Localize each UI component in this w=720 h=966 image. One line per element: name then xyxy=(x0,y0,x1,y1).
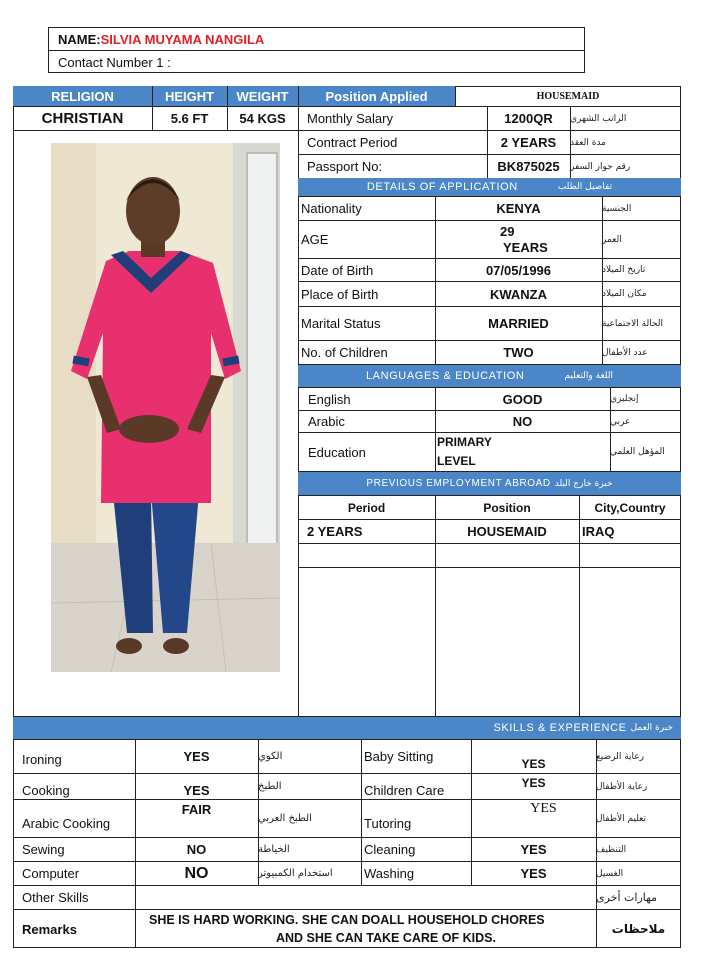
contact-field xyxy=(58,51,171,73)
other-skills-label: Other Skills xyxy=(22,890,89,905)
skills-row-1-left-value: YES xyxy=(183,783,210,798)
employment-header-position: Position xyxy=(483,500,531,515)
skills-section-arabic: خبرة العمل xyxy=(630,723,673,733)
details-row-4-label: Marital Status xyxy=(301,316,381,331)
skills-row-3-left-arabic: الخياطة xyxy=(258,844,290,855)
skills-row-2-right-value: YES xyxy=(530,801,557,816)
applicant-photo xyxy=(51,143,280,672)
details-row-3-value: KWANZA xyxy=(489,286,548,302)
languages-row-1-arabic: عربي xyxy=(610,416,631,427)
languages-row-0-value: GOOD xyxy=(502,391,543,407)
terms-row-0-value: 1200QR xyxy=(504,111,553,126)
languages-section-arabic: اللغة والتعليم xyxy=(564,371,614,381)
education-line-1: PRIMARY xyxy=(437,435,492,449)
weight-header: WEIGHT xyxy=(227,86,298,106)
terms-row-1-value: 2 YEARS xyxy=(500,135,557,150)
terms-row-0-arabic: الراتب الشهري xyxy=(570,113,627,124)
skills-row-2-left-value: FAIR xyxy=(181,802,212,817)
photo-illustration xyxy=(51,143,280,672)
skills-row-1-left-label: Cooking xyxy=(22,783,70,798)
skills-row-1-right-value: YES xyxy=(521,776,546,790)
other-skills-value xyxy=(140,886,590,909)
skills-row-3-right-label: Cleaning xyxy=(364,842,416,857)
skills-row-0-left-arabic: الكوي xyxy=(258,751,283,762)
remarks-arabic: ملاحظات xyxy=(611,922,666,936)
weight-value: 54 KGS xyxy=(239,111,286,126)
languages-section-header xyxy=(298,365,681,387)
age-number: 29 xyxy=(500,223,515,239)
languages-row-1-label: Arabic xyxy=(308,414,345,429)
skills-row-4-left-arabic: استخدام الكمبيوتر xyxy=(258,868,333,879)
details-row-2-value: 07/05/1996 xyxy=(485,262,552,278)
employment-row-0-position: HOUSEMAID xyxy=(467,524,547,539)
skills-row-0-left-label: Ironing xyxy=(22,752,62,767)
contact-label: Contact Number 1 : xyxy=(58,54,171,70)
skills-row-4-left-value: NO xyxy=(184,864,209,882)
employment-section-header xyxy=(298,472,681,495)
details-row-5-arabic: عدد الأطفال xyxy=(602,347,648,358)
religion-value: CHRISTIAN xyxy=(41,110,124,127)
details-row-1-label: AGE xyxy=(301,232,329,247)
details-row-3-arabic: مكان الميلاد xyxy=(602,289,647,299)
languages-row-1-value: NO xyxy=(512,414,533,429)
employment-header-period: Period xyxy=(347,500,386,515)
languages-row-2-label: Education xyxy=(308,444,366,460)
languages-row-2-arabic: المؤهل العلمي xyxy=(610,447,665,457)
education-line-2: LEVEL xyxy=(437,454,476,468)
skills-row-3-right-value: YES xyxy=(520,842,547,857)
details-row-1-value xyxy=(500,221,600,258)
terms-row-2-value: BK875025 xyxy=(497,159,560,174)
languages-row-2-value xyxy=(437,433,607,471)
terms-row-1-arabic: مدة العقد xyxy=(570,137,606,148)
position-header: Position Applied xyxy=(298,86,455,106)
languages-row-0-arabic: إنجليزي xyxy=(610,394,639,404)
age-unit: YEARS xyxy=(503,239,548,255)
skills-row-0-right-value: YES xyxy=(521,757,546,771)
skills-row-3-left-label: Sewing xyxy=(22,842,65,857)
skills-row-4-right-arabic: الغسيل xyxy=(596,868,624,879)
details-row-0-value: KENYA xyxy=(496,201,541,216)
languages-row-0-label: English xyxy=(308,391,351,407)
terms-row-0-label: Monthly Salary xyxy=(307,111,393,126)
details-row-4-value: MARRIED xyxy=(488,316,549,331)
employment-row-0-period: 2 YEARS xyxy=(307,524,363,539)
details-row-0-arabic: الجنسية xyxy=(602,203,632,214)
skills-row-0-left-value: YES xyxy=(183,749,210,764)
skills-row-1-right-arabic: رعاية الأطفال xyxy=(596,781,648,792)
skills-row-4-left-label: Computer xyxy=(22,866,80,881)
remarks-line-2: AND SHE CAN TAKE CARE OF KIDS. xyxy=(276,931,496,945)
details-row-5-label: No. of Children xyxy=(301,345,388,360)
skills-row-2-right-arabic: تعليم الأطفال xyxy=(596,813,647,824)
details-section-title: DETAILS OF APPLICATION xyxy=(366,181,518,193)
skills-row-1-left-arabic: الطبخ xyxy=(258,781,282,792)
skills-section-header xyxy=(13,717,681,739)
skills-row-4-right-value: YES xyxy=(520,866,547,881)
languages-section-title: LANGUAGES & EDUCATION xyxy=(365,370,525,382)
details-section-header xyxy=(298,178,681,196)
details-row-5-value: TWO xyxy=(503,345,534,360)
position-value: HOUSEMAID xyxy=(536,90,600,102)
skills-row-1-right-label: Children Care xyxy=(364,783,445,798)
name-field xyxy=(58,28,264,50)
terms-row-2-label: Passport No: xyxy=(307,159,383,174)
remarks-text xyxy=(136,910,596,948)
details-row-3-label: Place of Birth xyxy=(301,286,379,302)
height-header: HEIGHT xyxy=(152,86,227,106)
skills-row-4-right-label: Washing xyxy=(364,866,415,881)
details-row-2-label: Date of Birth xyxy=(301,262,374,278)
height-value: 5.6 FT xyxy=(170,111,209,126)
details-row-0-label: Nationality xyxy=(301,201,362,216)
skills-row-3-right-arabic: التنظيف xyxy=(596,844,627,855)
details-row-2-arabic: تاريخ الميلاد xyxy=(602,265,646,275)
employment-section-arabic: خبرة خارج البلد xyxy=(554,478,613,489)
name-value: SILVIA MUYAMA NANGILA xyxy=(100,31,265,47)
skills-row-2-right-label: Tutoring xyxy=(364,816,412,831)
religion-header: RELIGION xyxy=(13,86,152,106)
skills-row-3-left-value: NO xyxy=(186,842,207,857)
employment-section-title: PREVIOUS EMPLOYMENT ABROAD xyxy=(366,478,551,489)
details-row-1-arabic: العمر xyxy=(602,234,622,245)
skills-row-0-right-arabic: رعاية الرضيع xyxy=(596,751,645,762)
terms-row-2-arabic: رقم جواز السفر xyxy=(570,161,631,172)
terms-row-1-label: Contract Period xyxy=(307,135,398,150)
skills-row-2-left-label: Arabic Cooking xyxy=(22,816,111,831)
remarks-line-1: SHE IS HARD WORKING. SHE CAN DOALL HOUSEHOLD CHORES xyxy=(149,913,545,927)
remarks-label: Remarks xyxy=(22,921,77,937)
skills-section-title: SKILLS & EXPERIENCE xyxy=(493,722,627,734)
employment-header-city: City,Country xyxy=(594,500,666,515)
details-row-4-arabic: الحالة الاجتماعية xyxy=(602,318,663,329)
other-skills-arabic: مهارات أخرى xyxy=(596,891,658,904)
employment-row-0-city: IRAQ xyxy=(582,524,615,539)
name-label: NAME: xyxy=(58,31,101,47)
details-section-arabic: تفاصيل الطلب xyxy=(557,182,613,192)
skills-row-0-right-label: Baby Sitting xyxy=(364,749,434,764)
skills-row-2-left-arabic: الطبخ العربي xyxy=(258,813,312,824)
